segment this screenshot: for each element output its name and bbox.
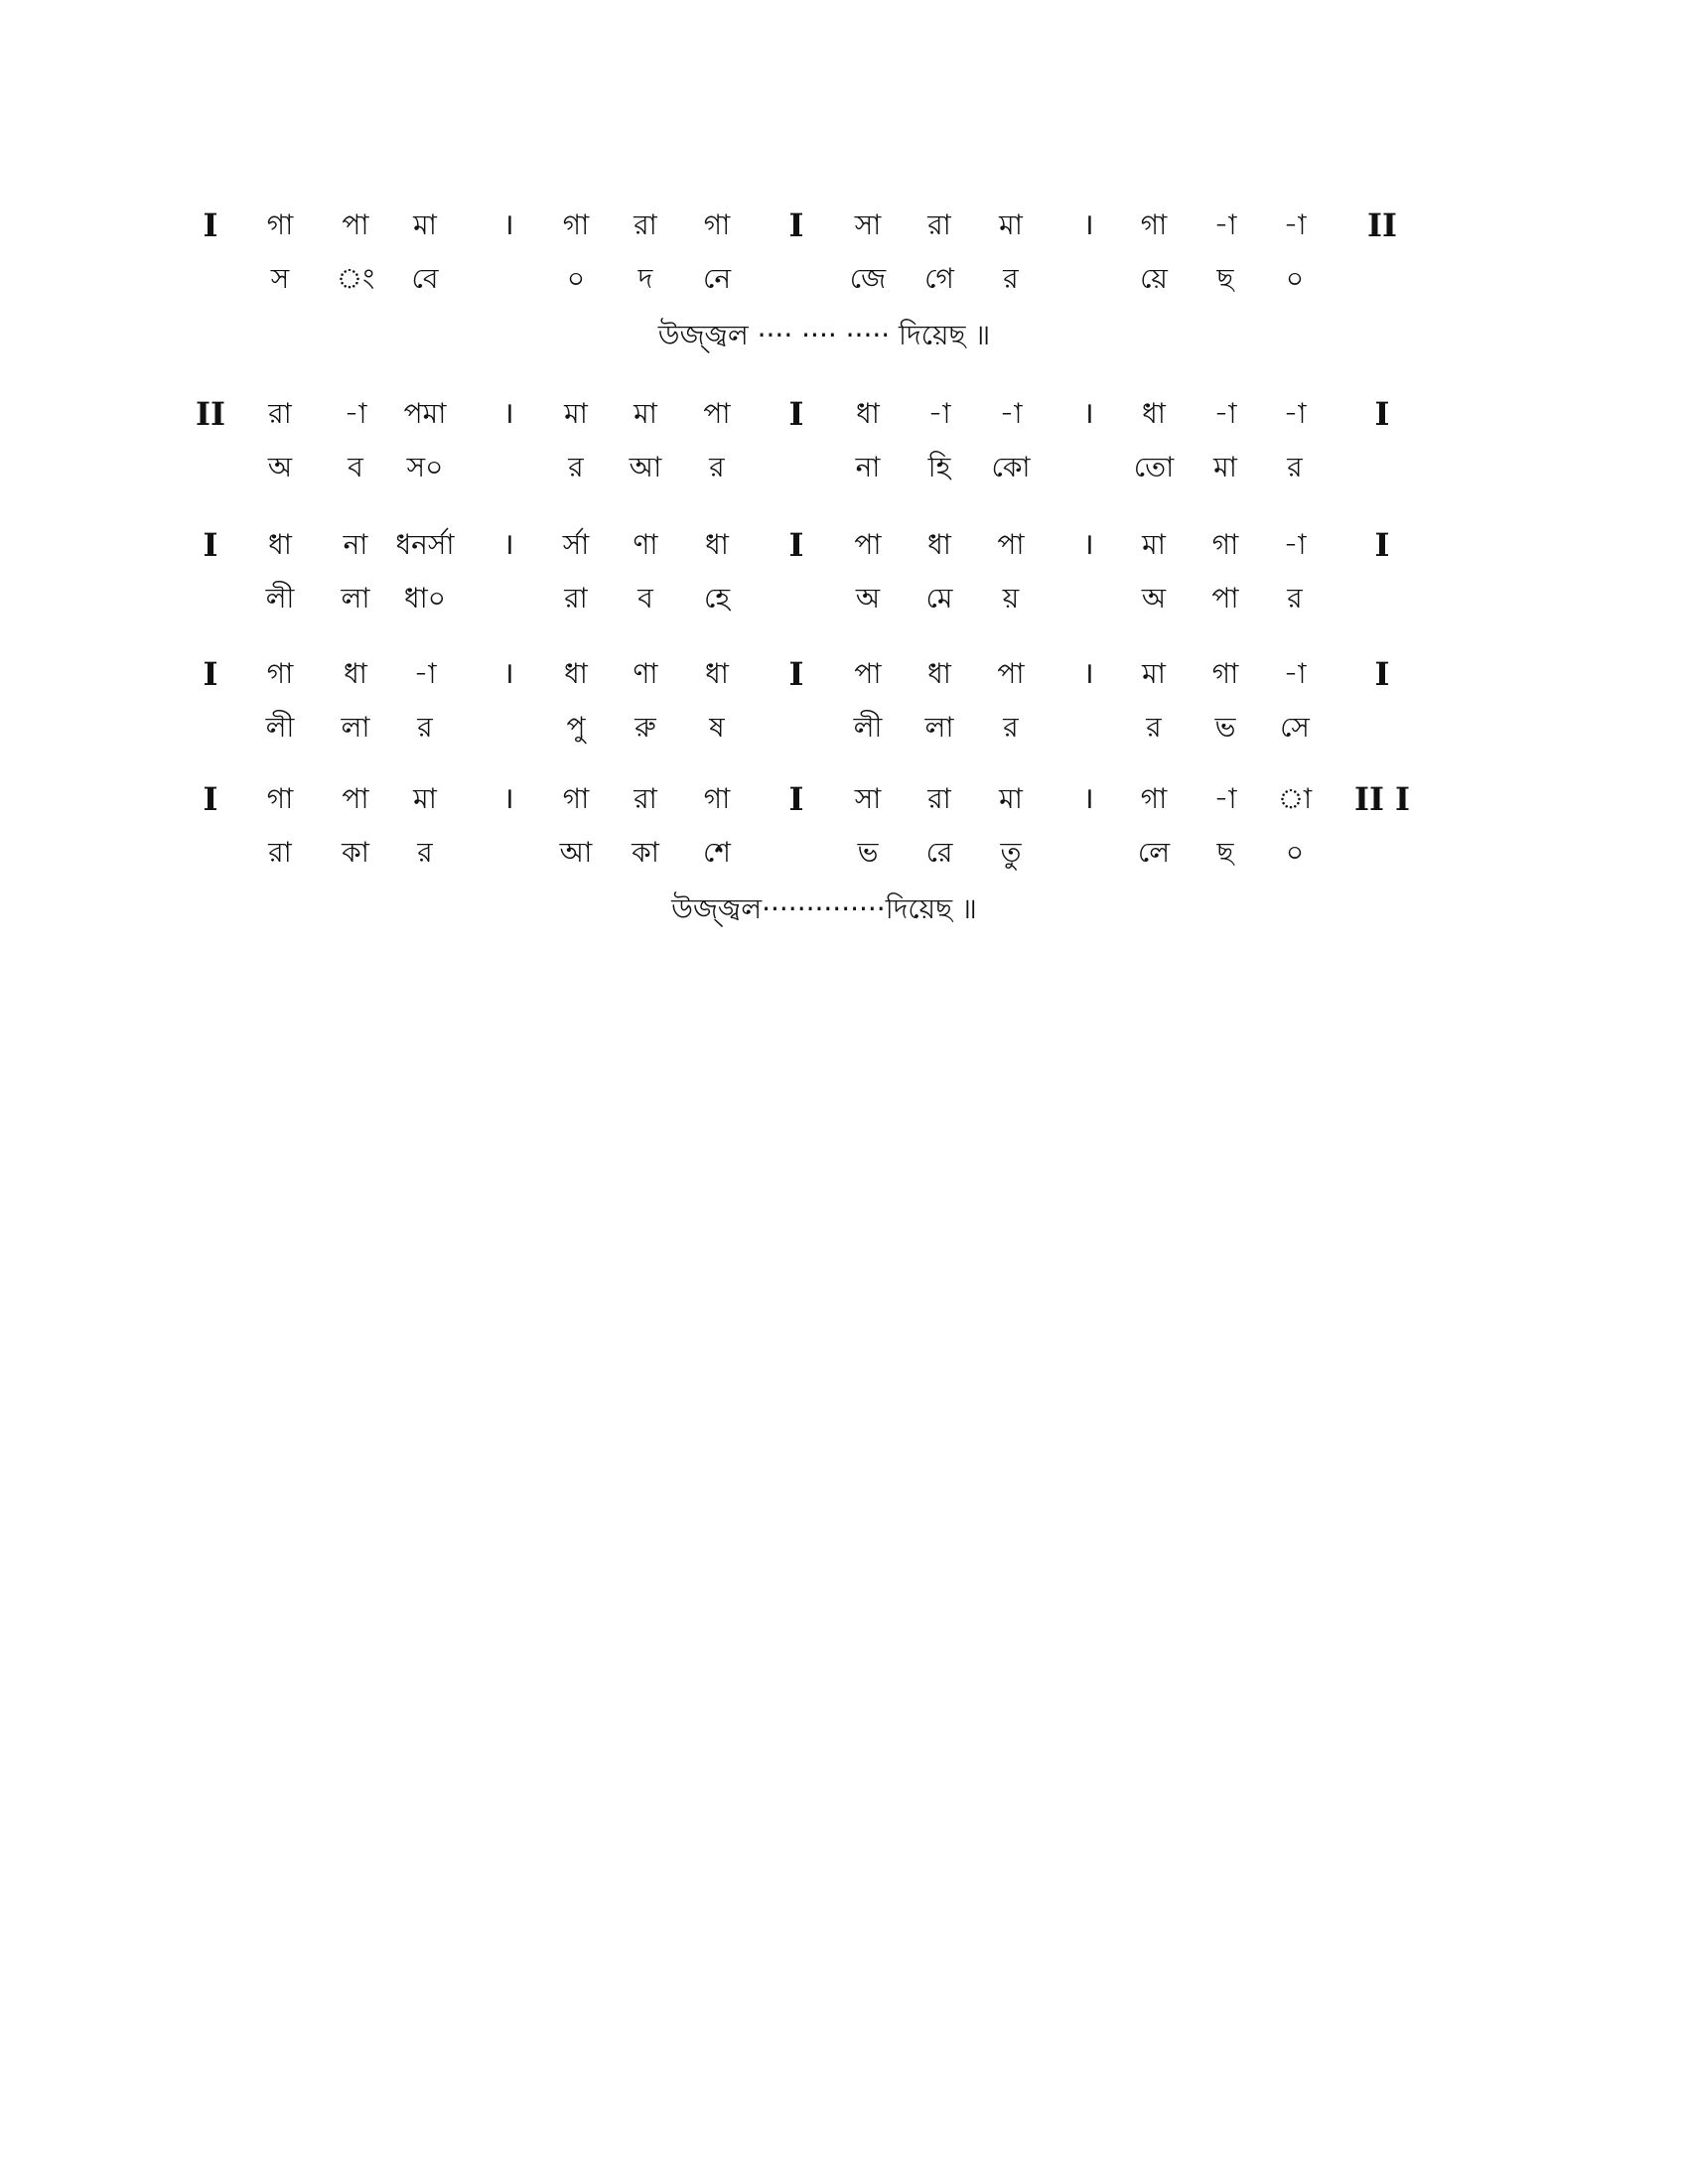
bar-line: ।: [1082, 207, 1094, 242]
swara-line: [199, 522, 1450, 568]
lyric-syllable: ং: [336, 262, 375, 295]
lyric-syllable: ছ: [1216, 262, 1234, 295]
lyric-syllable: শে: [703, 836, 731, 869]
lyric-syllable: ছ: [1216, 836, 1234, 869]
swara-note: ণা: [633, 657, 658, 690]
lyric-syllable: পা: [1211, 582, 1239, 614]
lyric-syllable: আ: [559, 836, 593, 869]
lyric-line: [199, 576, 1450, 621]
lyric-syllable: ০: [1285, 836, 1305, 869]
swara-note: রা: [268, 397, 292, 430]
lyric-syllable: মা: [1213, 451, 1237, 483]
swara-note: পা: [997, 657, 1025, 690]
lyric-syllable: ব: [348, 451, 363, 483]
swara-note: মা: [1142, 657, 1166, 690]
lyric-syllable: র: [1003, 262, 1019, 295]
swara-note: পা: [342, 208, 369, 241]
lyric-syllable: অ: [1141, 582, 1167, 614]
refrain-line: [199, 313, 1450, 358]
swara-note: ধা: [927, 657, 951, 690]
swara-note: -া: [999, 397, 1023, 430]
lyric-syllable: র: [568, 451, 584, 483]
swara-line: [199, 651, 1450, 697]
lyric-syllable: ধা০: [403, 582, 447, 614]
lyric-syllable: রু: [634, 711, 656, 744]
lyric-syllable: হি: [927, 451, 951, 483]
swara-note: পা: [854, 528, 882, 561]
swara-note: মা: [999, 782, 1023, 815]
refrain-text: উজ্জ্বল··············দিয়েছ ॥: [671, 892, 977, 925]
swara-note: -া: [1283, 208, 1307, 241]
lyric-syllable: র: [1287, 582, 1303, 614]
lyric-syllable: কা: [632, 836, 659, 869]
swara-note: রা: [927, 782, 951, 815]
bar-line: ।: [1082, 656, 1094, 691]
swara-note: গা: [703, 782, 731, 815]
swara-note: রা: [927, 208, 951, 241]
bar-line: I: [203, 526, 218, 564]
swara-note: -া: [1213, 397, 1237, 430]
lyric-syllable: নে: [702, 262, 732, 295]
lyric-syllable: রে: [925, 836, 953, 869]
bar-line: ।: [502, 396, 514, 431]
swara-note: পা: [997, 528, 1025, 561]
swara-note: া: [1277, 782, 1313, 815]
lyric-syllable: ০: [1285, 262, 1305, 295]
swara-note: মা: [633, 397, 657, 430]
swara-note: মা: [413, 208, 437, 241]
swara-note: গা: [1211, 528, 1239, 561]
swara-note: ধা: [268, 528, 292, 561]
bar-line: I: [788, 655, 804, 693]
swara-note: সা: [854, 782, 882, 815]
swara-note: ধনর্সা: [395, 528, 455, 561]
swara-note: গা: [703, 208, 731, 241]
swara-note: গা: [1211, 657, 1239, 690]
lyric-line: [199, 830, 1450, 876]
bar-line: I: [1374, 655, 1390, 693]
bar-line: ।: [1082, 781, 1094, 816]
swara-line: [196, 391, 1450, 437]
lyric-syllable: কো: [991, 451, 1031, 483]
lyric-syllable: র: [417, 711, 433, 744]
lyric-syllable: লে: [1137, 836, 1171, 869]
lyric-syllable: স০: [406, 451, 444, 483]
lyric-syllable: মে: [925, 582, 953, 614]
swara-note: -া: [1283, 657, 1307, 690]
lyric-syllable: অ: [267, 451, 293, 483]
lyric-syllable: আ: [629, 451, 662, 483]
lyric-syllable: র: [1146, 711, 1162, 744]
swara-note: -া: [1213, 208, 1237, 241]
swara-line: [199, 203, 1450, 248]
swara-note: পা: [854, 657, 882, 690]
bar-line: I: [788, 526, 804, 564]
lyric-line: [199, 445, 1450, 490]
lyric-syllable: র: [417, 836, 433, 869]
lyric-syllable: লী: [853, 711, 883, 744]
lyric-syllable: লা: [341, 582, 370, 614]
bar-line: ।: [502, 781, 514, 816]
swara-note: ণা: [633, 528, 658, 561]
bar-line: I: [788, 780, 804, 818]
swara-note: না: [343, 528, 368, 561]
lyric-syllable: গে: [924, 262, 954, 295]
lyric-syllable: লা: [341, 711, 370, 744]
lyric-syllable: ভ: [857, 836, 879, 869]
bar-line: I: [788, 206, 804, 244]
swara-note: ধা: [705, 657, 729, 690]
swara-note: ধা: [856, 397, 880, 430]
bar-line: II I: [1353, 780, 1411, 818]
lyric-syllable: লী: [265, 582, 295, 614]
lyric-syllable: কা: [342, 836, 369, 869]
lyric-syllable: ব: [637, 582, 653, 614]
bar-line: II: [1367, 206, 1397, 244]
bar-line: I: [1374, 526, 1390, 564]
lyric-syllable: ভ: [1214, 711, 1236, 744]
bar-line: ।: [502, 656, 514, 691]
swara-note: -া: [927, 397, 951, 430]
bar-line: ।: [1082, 396, 1094, 431]
lyric-syllable: হে: [703, 582, 731, 614]
lyric-syllable: সে: [1280, 711, 1310, 744]
lyric-syllable: ০: [566, 262, 586, 295]
swara-note: ধা: [927, 528, 951, 561]
swara-note: রা: [633, 782, 657, 815]
swara-note: -া: [1283, 528, 1307, 561]
swara-note: মা: [564, 397, 588, 430]
swara-note: মা: [413, 782, 437, 815]
bar-line: I: [203, 655, 218, 693]
swara-note: পমা: [403, 397, 447, 430]
lyric-syllable: দ: [637, 262, 653, 295]
swara-note: ধা: [344, 657, 367, 690]
swara-line: [199, 776, 1450, 822]
swara-note: গা: [266, 782, 294, 815]
lyric-syllable: য়ে: [1140, 262, 1168, 295]
lyric-syllable: র: [1003, 711, 1019, 744]
refrain-text: উজ্জ্বল ···· ···· ····· দিয়েছ ॥: [657, 319, 991, 351]
swara-note: র্সা: [562, 528, 590, 561]
bar-line: I: [203, 206, 218, 244]
bar-line: I: [203, 780, 218, 818]
lyric-syllable: না: [855, 451, 881, 483]
swara-note: -া: [1213, 782, 1237, 815]
lyric-syllable: অ: [855, 582, 881, 614]
swara-note: সা: [854, 208, 882, 241]
lyric-syllable: র: [709, 451, 725, 483]
lyric-syllable: জে: [849, 262, 887, 295]
lyric-syllable: রা: [268, 836, 292, 869]
swara-note: -া: [413, 657, 437, 690]
lyric-syllable: লী: [265, 711, 295, 744]
swara-note: গা: [1140, 782, 1168, 815]
lyric-syllable: র: [1287, 451, 1303, 483]
lyric-syllable: রা: [564, 582, 588, 614]
lyric-syllable: লা: [924, 711, 954, 744]
lyric-line: [199, 256, 1450, 302]
refrain-line: [199, 887, 1450, 932]
swara-note: -া: [1283, 397, 1307, 430]
lyric-syllable: তো: [1133, 451, 1175, 483]
swara-note: মা: [999, 208, 1023, 241]
lyric-syllable: ষ: [709, 711, 725, 744]
swara-note: ধা: [1142, 397, 1166, 430]
swara-note: গা: [562, 782, 590, 815]
swara-note: রা: [633, 208, 657, 241]
swara-note: গা: [266, 657, 294, 690]
lyric-syllable: স: [270, 262, 290, 295]
swara-note: পা: [703, 397, 731, 430]
lyric-syllable: বে: [411, 262, 439, 295]
swara-note: গা: [266, 208, 294, 241]
swara-note: মা: [1142, 528, 1166, 561]
lyric-syllable: তু: [1000, 836, 1022, 869]
swara-note: ধা: [705, 528, 729, 561]
lyric-syllable: য়: [1002, 582, 1020, 614]
lyric-syllable: পু: [566, 711, 586, 744]
bar-line: ।: [502, 527, 514, 562]
swara-note: গা: [562, 208, 590, 241]
swara-note: পা: [342, 782, 369, 815]
swara-note: ধা: [564, 657, 588, 690]
lyric-line: [199, 705, 1450, 751]
bar-line: ।: [1082, 527, 1094, 562]
bar-line: I: [1374, 395, 1390, 433]
swara-note: গা: [1140, 208, 1168, 241]
bar-line: I: [788, 395, 804, 433]
bar-line: ।: [502, 207, 514, 242]
bar-line: II: [196, 395, 225, 433]
swara-note: -া: [344, 397, 367, 430]
